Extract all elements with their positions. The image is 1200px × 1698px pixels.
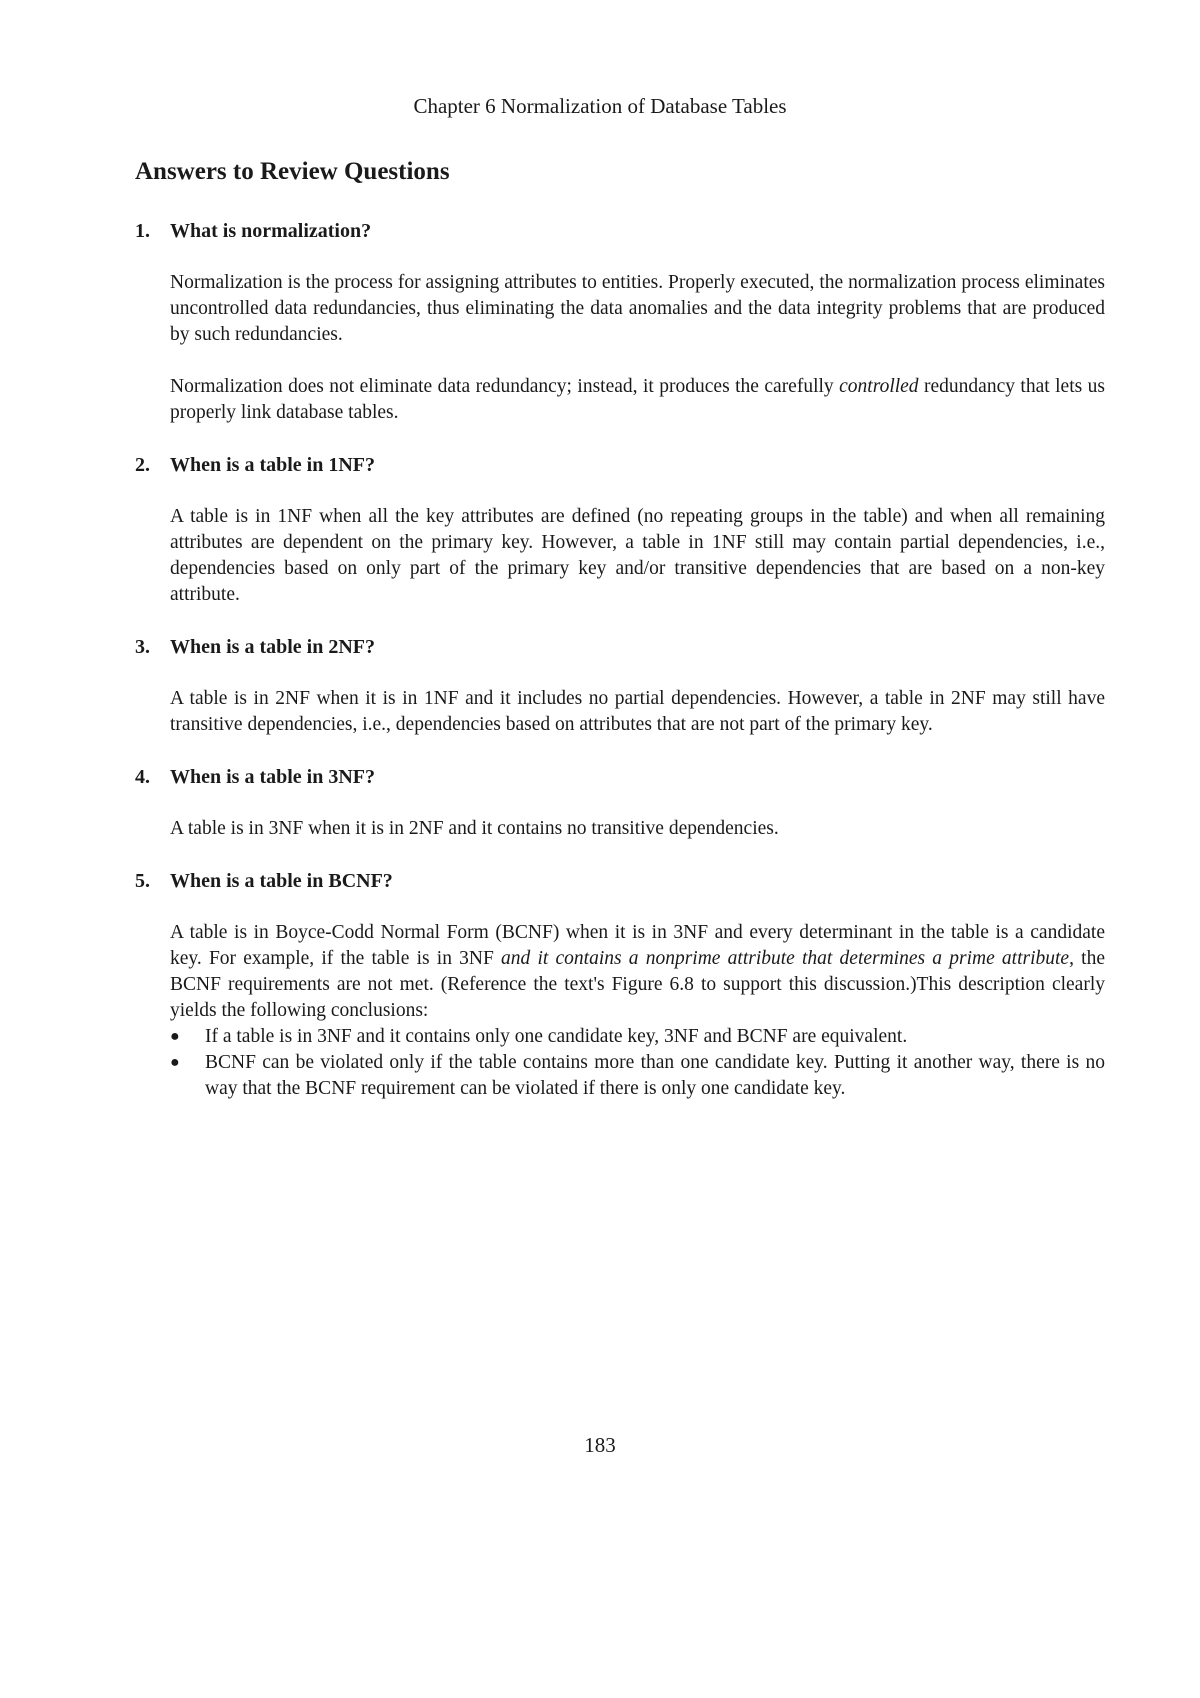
answer-text: A table is in Boyce-Codd Normal Form (BCNF) when it is in 3NF and every determinant in the table is a candidate key. For example, if the table is in 3NF bbox=[170, 922, 1105, 969]
section-title: Answers to Review Questions bbox=[135, 158, 450, 185]
question-text: What is normalization? bbox=[170, 220, 372, 242]
answer-paragraph: Normalization is the process for assigning attributes to entities. Properly executed, the normalization process eliminates uncontrolled data redundancies, thus eliminating the data anomalies and the data integrity problems that are produced by such redundancies. bbox=[170, 272, 1105, 345]
question-3-heading bbox=[135, 634, 1105, 660]
question-4 bbox=[135, 764, 1105, 842]
bullet-icon: ● bbox=[170, 1028, 180, 1045]
answer-body bbox=[170, 920, 1105, 1102]
question-text: When is a table in 1NF? bbox=[170, 454, 376, 476]
question-number: 2. bbox=[135, 454, 150, 476]
list-item bbox=[170, 1050, 1105, 1102]
answer-paragraph: A table is in 2NF when it is in 1NF and it includes no partial dependencies. However, a table in 2NF may still have transitive dependencies, i.e., dependencies based on attributes that are not part of the primary key. bbox=[170, 688, 1105, 735]
answer-text: , the BCNF requirements are not met. (Reference the text's Figure 6.8 to support this discussion.)This description clearly yields the following conclusions: bbox=[170, 948, 1105, 1021]
answer-body bbox=[170, 686, 1105, 738]
emphasis-text: controlled bbox=[839, 376, 919, 397]
bullet-icon: ● bbox=[170, 1054, 180, 1071]
question-number: 3. bbox=[135, 636, 150, 658]
answer-paragraph: A table is in 1NF when all the key attributes are defined (no repeating groups in the table) and when all remaining attributes are dependent on the primary key. However, a table in 1NF still may contain partial dependencies, i.e., dependencies based on only part of the primary key and/or transitive dependencies that are based on a non-key attribute. bbox=[170, 506, 1105, 605]
answer-text: redundancy that lets us properly link database tables. bbox=[170, 376, 1105, 423]
question-2-heading bbox=[135, 452, 1105, 478]
chapter-header: Chapter 6 Normalization of Database Tables bbox=[413, 94, 787, 118]
question-1 bbox=[135, 218, 1105, 426]
question-number: 4. bbox=[135, 766, 150, 788]
answer-body bbox=[170, 816, 1105, 842]
answer-paragraph bbox=[170, 374, 1105, 426]
answer-body bbox=[170, 504, 1105, 608]
list-item-text: BCNF can be violated only if the table contains more than one candidate key. Putting it another way, there is no way that the BCNF requirement can be violated if there is only one candidate key. bbox=[205, 1052, 1105, 1099]
conclusion-list bbox=[170, 1024, 1105, 1102]
question-1-heading bbox=[135, 218, 1105, 244]
question-5 bbox=[135, 868, 1105, 1102]
page-number: 183 bbox=[584, 1433, 616, 1457]
question-number: 5. bbox=[135, 870, 150, 892]
question-number: 1. bbox=[135, 220, 150, 242]
question-text: When is a table in 3NF? bbox=[170, 766, 376, 788]
answer-body bbox=[170, 270, 1105, 426]
answer-paragraph bbox=[170, 920, 1105, 1024]
question-4-heading bbox=[135, 764, 1105, 790]
answer-paragraph: A table is in 3NF when it is in 2NF and it contains no transitive dependencies. bbox=[170, 818, 779, 839]
review-questions bbox=[135, 218, 1105, 1102]
question-2 bbox=[135, 452, 1105, 608]
list-item bbox=[170, 1024, 1105, 1050]
emphasis-text: and it contains a nonprime attribute that determines a prime attribute bbox=[501, 948, 1070, 969]
answer-text: Normalization does not eliminate data redundancy; instead, it produces the carefully bbox=[170, 376, 840, 397]
question-text: When is a table in 2NF? bbox=[170, 636, 376, 658]
question-5-heading bbox=[135, 868, 1105, 894]
question-text: When is a table in BCNF? bbox=[170, 870, 393, 892]
list-item-text: If a table is in 3NF and it contains only one candidate key, 3NF and BCNF are equivalent. bbox=[205, 1026, 908, 1047]
question-3 bbox=[135, 634, 1105, 738]
